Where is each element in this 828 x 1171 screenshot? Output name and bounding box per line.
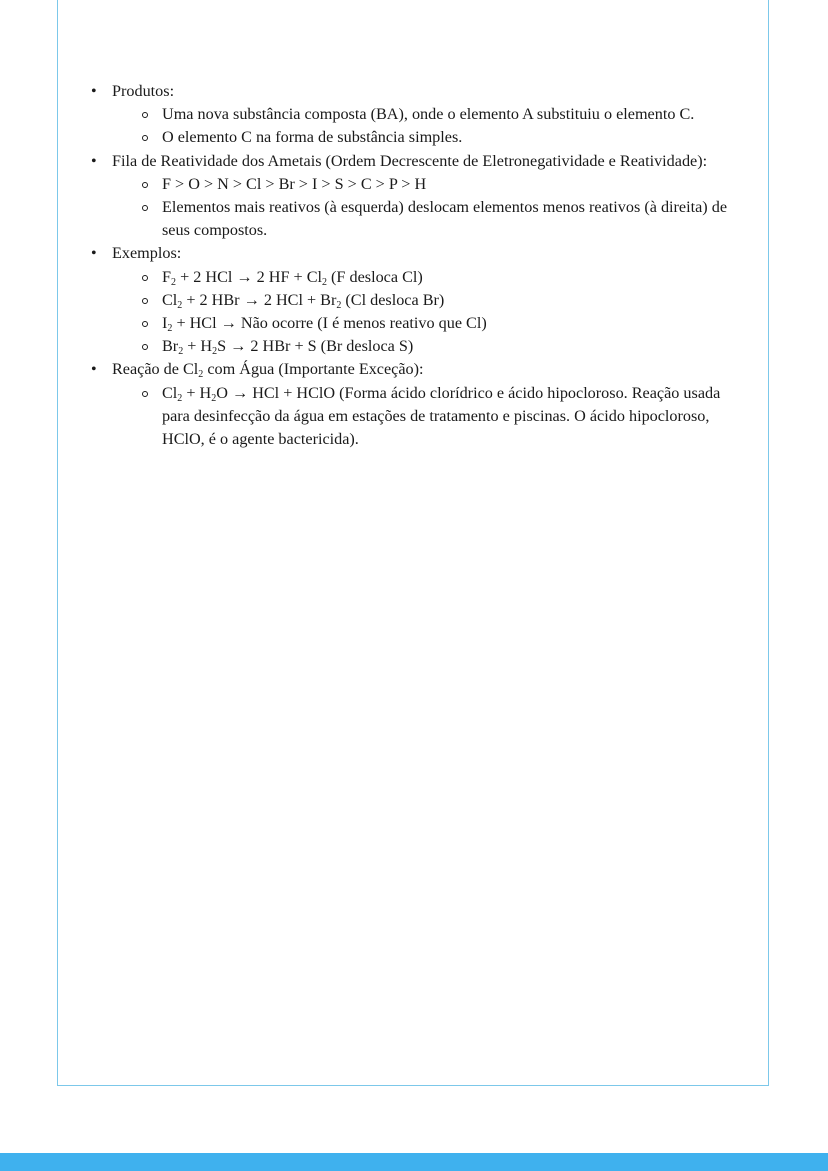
- main-list: [90, 80, 750, 451]
- section-label: Exemplos:: [112, 244, 182, 263]
- sub-list: [112, 173, 750, 243]
- list-item: $Cl_2 + 2$ HBr → 2 HCl + $Br_2$ (Cl desloca Br): [112, 289, 750, 312]
- list-item-produtos: [90, 80, 750, 150]
- footer-bar: [0, 1153, 828, 1171]
- list-item: $Br_2 + H_2S \to 2$ HBr + S (Br desloca S): [112, 335, 750, 358]
- sub-list: [112, 103, 750, 149]
- section-label: Produtos:: [112, 82, 175, 100]
- section-label: Reação de $Cl_2$ com Água (Importante Exceção):: [112, 360, 424, 381]
- list-item: Elementos mais reativos (à esquerda) deslocam elementos menos reativos (à direita) de seus compostos.: [112, 196, 750, 242]
- list-item: $F_2 + 2$ HCl → 2 HF + $Cl_2$ (F desloca Cl): [112, 266, 750, 289]
- section-label: Fila de Reatividade dos Ametais (Ordem Decrescente de Eletronegatividade e Reatividade):: [112, 151, 708, 170]
- list-item-reacao-cl2-agua: [90, 358, 750, 451]
- list-item: F > O > N > Cl > Br > I > S > C > P > H: [112, 173, 750, 196]
- list-item-fila-reatividade: [90, 150, 750, 243]
- sub-list: [112, 266, 750, 359]
- document-content: [90, 80, 750, 451]
- list-item: Uma nova substância composta (BA), onde o elemento A substituiu o elemento C.: [112, 103, 750, 126]
- list-item: $I_2$ + HCl → Não ocorre (I é menos reativo que Cl): [112, 312, 750, 335]
- list-item: $Cl_2 + H_2O$ → HCl + HClO (Forma ácido clorídrico e ácido hipocloroso. Reação usada para desinfecção da água em estações de tratamento e piscinas. O ácido hipocloroso, HClO, é o agente bactericida).: [112, 382, 750, 452]
- list-item-exemplos: [90, 242, 750, 358]
- list-item: O elemento C na forma de substância simples.: [112, 126, 750, 149]
- sub-list: [112, 382, 750, 452]
